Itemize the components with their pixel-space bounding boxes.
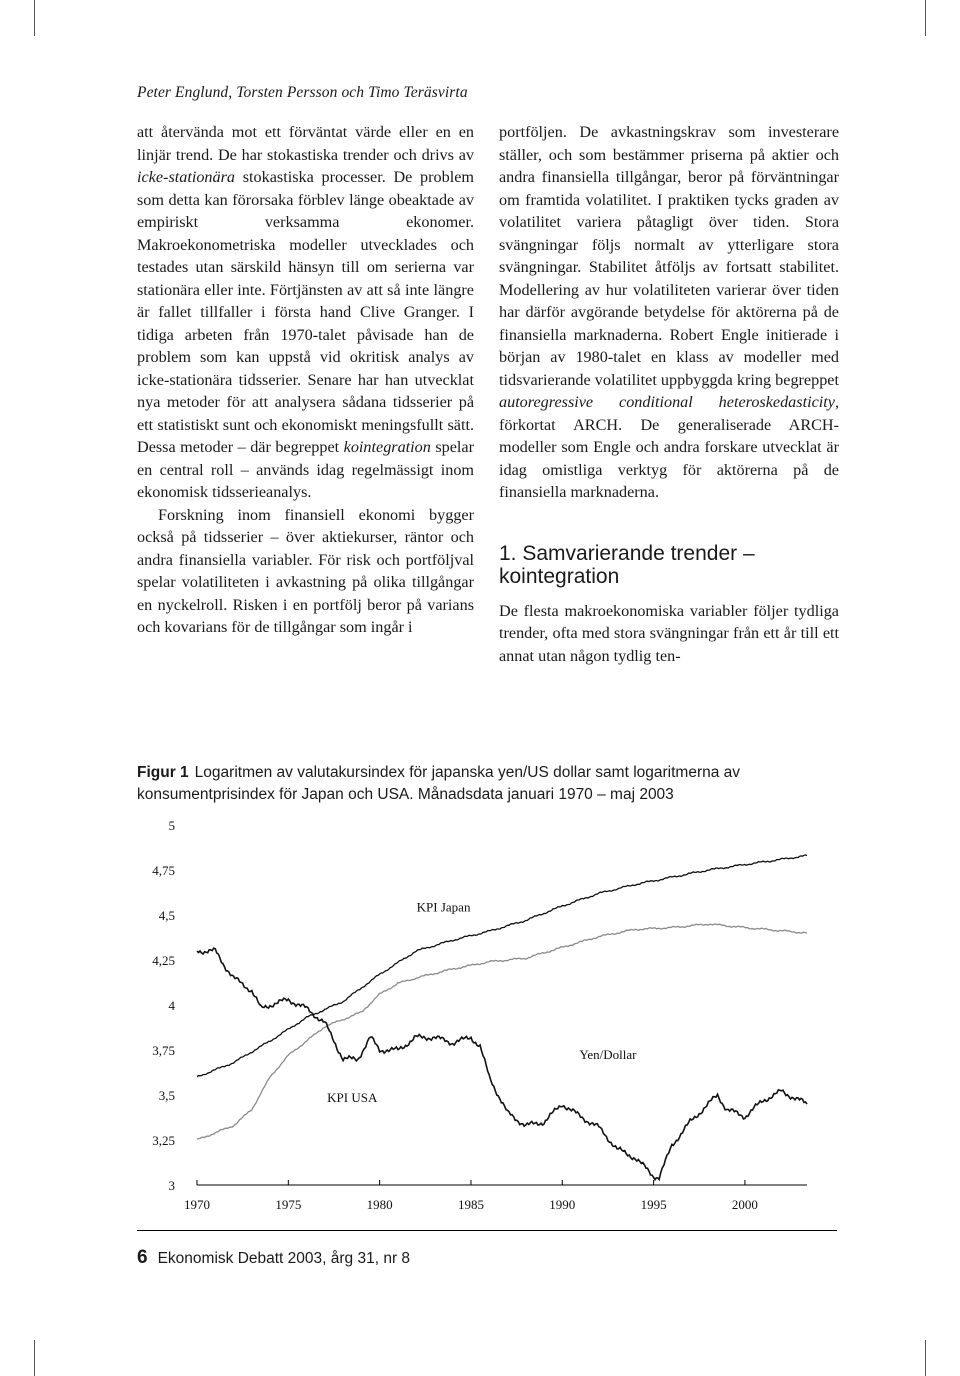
right-column [499, 121, 839, 667]
y-tick-label: 4,25 [152, 953, 175, 968]
series-line-kpi-usa [197, 855, 807, 1077]
y-tick-label: 5 [168, 818, 175, 833]
x-tick-label: 1975 [275, 1197, 302, 1212]
crop-mark-top-left [34, 0, 35, 36]
left-paragraph-2 [137, 504, 474, 639]
left-paragraph-1 [137, 121, 474, 504]
y-tick-label: 3,75 [152, 1043, 175, 1058]
y-tick-label: 3,5 [158, 1088, 175, 1103]
text-run: stokastiska processer. De problem som detta kan förorsaka förblev länge obeaktade av empiriskt verksamma ekonomer. Makroekonometriska modeller utvecklades och testades utan särskild hänsyn till om serierna var stationära eller inte. Förtjänsten av att så inte längre är fallet tillfaller i första hand Clive Granger. I tidiga arbeten från 1970-talet påvisade han de problem som kan uppstå vid okritisk analys av icke-stationära tidsserier. Senare har han utvecklat nya metoder för att analysera sådana tidsserier på ett statistiskt sunt och ekonomiskt meningsfullt sätt. Dessa metoder – där begreppet [137, 168, 474, 456]
italic-term: autoregressive conditional heteroskedasticity [499, 393, 835, 411]
y-tick-label: 4 [168, 998, 175, 1013]
x-tick-label: 1970 [184, 1197, 210, 1212]
x-tick-label: 1980 [366, 1197, 393, 1212]
italic-term: kointegration [343, 438, 431, 456]
journal-info: Ekonomisk Debatt 2003, årg 31, nr 8 [157, 1250, 411, 1267]
crop-mark-top-right [925, 0, 926, 36]
footer [137, 1247, 410, 1269]
y-tick-label: 4,75 [152, 863, 175, 878]
text-run: De flesta makroekonomiska variabler följer tydliga trender, ofta med stora svängningar från ett år till ett annat utan någon tydlig ten- [499, 601, 839, 665]
y-tick-label: 4,5 [158, 908, 175, 923]
footer-rule [137, 1230, 837, 1231]
y-tick-label: 3,25 [152, 1133, 175, 1148]
line-chart [137, 810, 837, 1220]
right-paragraph-2 [499, 600, 839, 668]
text-run: spelar en central roll – används idag regelmässigt inom ekonomisk tidsserieanalys. [137, 438, 474, 501]
x-tick-label: 1990 [549, 1197, 576, 1212]
right-paragraph-1 [499, 121, 839, 504]
figure-label: Figur 1 [137, 764, 189, 781]
italic-term: icke-stationära [137, 168, 236, 186]
text-run: Forskning inom finansiell ekonomi bygger också på tidsserier – över aktiekurser, räntor och andra finansiella variabler. För risk och portföljval spelar volatiliteten i avkastning på olika tillgångar en nyckelroll. Risken i en portfölj beror på varians och kovarians för de tillgångar som ingår i [137, 505, 474, 636]
x-tick-label: 1985 [457, 1197, 484, 1212]
crop-mark-bottom-right [925, 1340, 926, 1376]
x-tick-label: 1995 [640, 1197, 667, 1212]
text-run: portföljen. De avkastningskrav som investerare ställer, och som bestämmer priserna på aktier och andra finansiella tillgångar, beror på förväntningar om framtida volatilitet. I praktiken tycks graden av volatilitet variera påtagligt över tiden. Stora svängningar följs normalt av ytterligare stora svängningar. Stabilitet åtföljs av fortsatt stabilitet. Modellering av hur volatiliteten varierar över tiden har därför avgörande betydelse för aktörerna på de finansiella marknaderna. Robert Engle initierade i början av 1980-talet en klass av modeller med tidsvarierande volatilitet uppbyggda kring begreppet [499, 123, 839, 389]
series-label: Yen/Dollar [579, 1047, 637, 1062]
series-label: KPI USA [327, 1090, 378, 1106]
y-tick-label: 3 [168, 1178, 175, 1193]
running-head: Peter Englund, Torsten Persson och Timo Teräsvirta [137, 84, 468, 101]
x-tick-label: 2000 [731, 1197, 758, 1212]
text-run: att återvända mot ett förväntat värde eller en en linjär trend. De har stokastiska trender och drivs av [137, 123, 474, 164]
figure-caption-text: Logaritmen av valutakursindex för japanska yen/US dollar samt logaritmerna av konsumentprisindex för Japan och USA. Månadsdata januari 1970 – maj 2003 [137, 764, 741, 803]
left-column [137, 121, 474, 639]
series-line-kpi-japan [197, 924, 807, 1139]
crop-mark-bottom-left [34, 1340, 35, 1376]
series-label: KPI Japan [416, 899, 471, 915]
series-line-yen-dollar [197, 948, 807, 1180]
page-number: 6 [137, 1247, 148, 1268]
section-heading: 1. Samvarierande trender – kointegration [499, 541, 755, 588]
text-run: , förkortat ARCH. De generaliserade ARCH-modeller som Engle och andra forskare utvecklat är idag omistliga verktyg för aktörerna på de finansiella marknaderna. [499, 393, 839, 501]
figure-caption [137, 762, 837, 806]
